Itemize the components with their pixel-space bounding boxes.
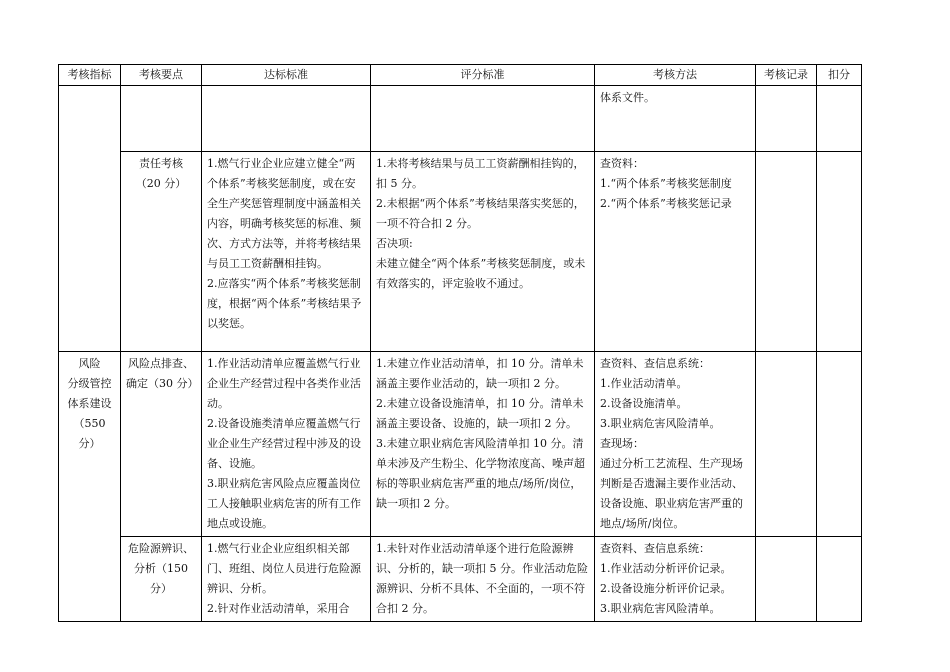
header-point: 考核要点 [121, 65, 202, 86]
method-item: 2.“两个体系”考核奖惩记录 [600, 197, 732, 210]
deduction-cell [817, 86, 862, 152]
header-scoring: 评分标准 [371, 65, 595, 86]
scoring-cell [371, 152, 595, 352]
standard-cell [202, 152, 371, 352]
scoring-item: 3.未建立职业病危害风险清单扣 10 分。清单未涉及产生粉尘、化学物浓度高、噪声超标的等职业病危害严重的地点/场所/岗位，缺一项扣 2 分。 [376, 437, 585, 510]
method-item: 3.职业病危害风险清单。 [600, 602, 721, 615]
method-item: 3.职业病危害风险清单。 [600, 417, 721, 430]
indicator-cell [59, 352, 121, 622]
point-cell [121, 86, 202, 152]
method-item: 查现场： [600, 437, 644, 450]
scoring-item: 1.未将考核结果与员工工资薪酬相挂钩的，扣 5 分。 [376, 157, 585, 190]
standard-item: 1.燃气行业企业应组织相关部门、班组、岗位人员进行危险源辨识、分析。 [207, 542, 361, 595]
header-row [59, 65, 862, 86]
method-item: 通过分析工艺流程、生产现场判断是否遗漏主要作业活动、设备设施、职业病危害严重的地点/场所/岗位。 [600, 457, 743, 530]
header-deduction: 扣分 [817, 65, 862, 86]
assessment-table [58, 64, 862, 622]
header-record: 考核记录 [756, 65, 817, 86]
standard-item: 1.燃气行业企业应建立健全“两个体系”考核奖惩制度，或在安全生产奖惩管理制度中涵盖相关内容，明确考核奖惩的标准、频次、方式方法等，并将考核结果与员工工资薪酬相挂钩。 [207, 157, 361, 270]
point-score: 分析（150 分） [134, 562, 188, 595]
scoring-item: 2.未建立设备设施清单，扣 10 分。清单未涵盖主要设备、设施的，缺一项扣 2 分。 [376, 397, 584, 430]
method-cell [595, 152, 756, 352]
method-item: 查资料、查信息系统： [600, 542, 710, 555]
table-row [59, 152, 862, 352]
scoring-item: 2.未根据“两个体系”考核结果落实奖惩的，一项不符合扣 2 分。 [376, 197, 585, 230]
method-cell [595, 86, 756, 152]
indicator-score: （550 分） [73, 417, 106, 450]
standard-cell [202, 537, 371, 622]
point-score: 确定（30 分） [126, 377, 199, 390]
indicator-line: 风险 [78, 357, 101, 370]
method-item: 2.设备设施清单。 [600, 397, 688, 410]
method-text: 体系文件。 [600, 91, 655, 104]
record-cell [756, 352, 817, 537]
header-standard: 达标标准 [202, 65, 371, 86]
scoring-cell [371, 537, 595, 622]
standard-item: 2.应落实“两个体系”考核奖惩制度，根据“两个体系”考核结果予以奖惩。 [207, 277, 362, 330]
method-cell [595, 352, 756, 537]
header-method: 考核方法 [595, 65, 756, 86]
standard-item: 2.设备设施类清单应覆盖燃气行业企业生产经营过程中涉及的设备、设施。 [207, 417, 361, 470]
record-cell [756, 152, 817, 352]
method-item: 查资料： [600, 157, 644, 170]
table-row [59, 86, 862, 152]
point-cell [121, 352, 202, 537]
point-text: 危险源辨识、 [128, 542, 194, 555]
deduction-cell [817, 352, 862, 537]
indicator-line: 体系建设 [67, 397, 112, 410]
point-cell [121, 537, 202, 622]
scoring-item: 否决项: [376, 237, 413, 250]
header-indicator: 考核指标 [59, 65, 121, 86]
method-item: 1.“两个体系”考核奖惩制度 [600, 177, 732, 190]
method-item: 1.作业活动清单。 [600, 377, 688, 390]
deduction-cell [817, 152, 862, 352]
method-item: 查资料、查信息系统： [600, 357, 710, 370]
scoring-item: 未建立健全“两个体系”考核奖惩制度，或未有效落实的，评定验收不通过。 [376, 257, 586, 290]
method-cell [595, 537, 756, 622]
record-cell [756, 537, 817, 622]
table-row [59, 537, 862, 622]
method-item: 2.设备设施分析评价记录。 [600, 582, 732, 595]
indicator-line: 分级管控 [67, 377, 112, 390]
point-text: 风险点排查、 [128, 357, 194, 370]
standard-cell [202, 352, 371, 537]
point-text: 责任考核 [139, 157, 183, 170]
point-score: （20 分） [135, 177, 187, 190]
scoring-item: 1.未针对作业活动清单逐个进行危险源辨识、分析的，缺一项扣 5 分。作业活动危险源辨识、分析不具体、不全面的，一项不符合扣 2 分。 [376, 542, 588, 615]
deduction-cell [817, 537, 862, 622]
standard-item: 2.针对作业活动清单，采用合 [207, 602, 350, 615]
standard-item: 1.作业活动清单应覆盖燃气行业企业生产经营过程中各类作业活动。 [207, 357, 361, 410]
scoring-cell [371, 86, 595, 152]
scoring-cell [371, 352, 595, 537]
scoring-item: 1.未建立作业活动清单，扣 10 分。清单未涵盖主要作业活动的，缺一项扣 2 分。 [376, 357, 584, 390]
table-row [59, 352, 862, 537]
method-item: 1.作业活动分析评价记录。 [600, 562, 732, 575]
record-cell [756, 86, 817, 152]
standard-item: 3.职业病危害风险点应覆盖岗位工人接触职业病危害的所有工作地点或设施。 [207, 477, 361, 530]
indicator-cell-empty [59, 86, 121, 352]
standard-cell [202, 86, 371, 152]
point-cell [121, 152, 202, 352]
